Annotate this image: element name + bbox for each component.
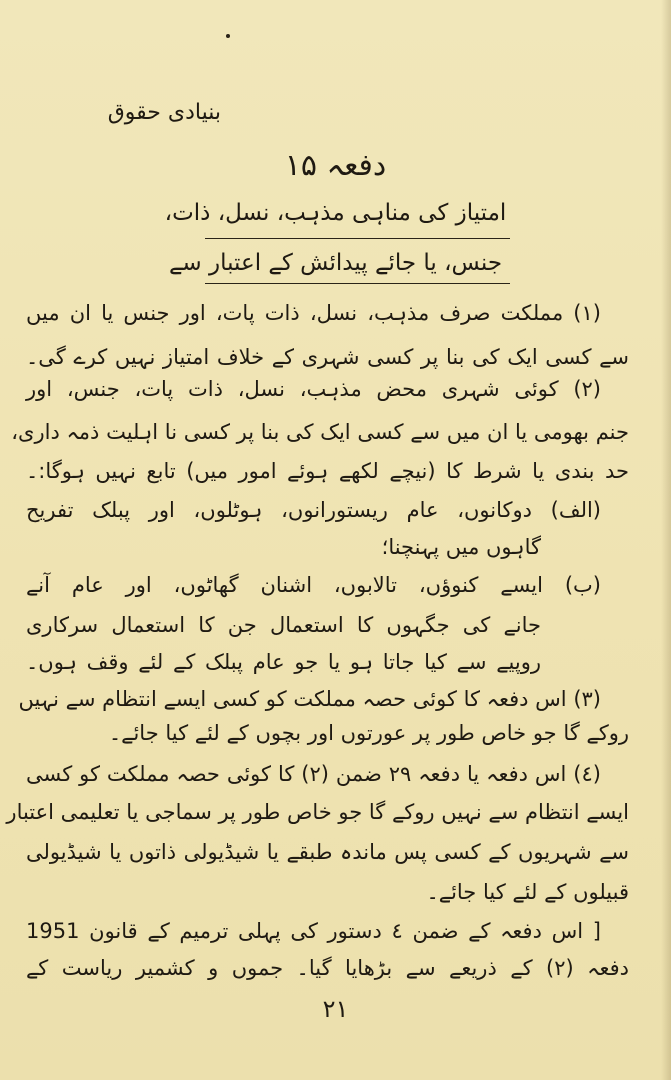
- footnote-line-2: دفعہ (۲) کے ذریعے سے بڑھایا گیا۔ جموں و کشمیر ریاست کے: [26, 956, 629, 980]
- clause-2-line-2: جنم بھومی یا ان میں سے کسی ایک کی بنا پر کسی نا اہلیت ذمہ داری،: [11, 420, 629, 444]
- item-alif-line-1: (الف) دوکانوں، عام ریستورانوں، ہوٹلوں، اور پبلک تفریح: [26, 498, 601, 522]
- clause-2-line-3: حد بندی یا شرط کا (نیچے لکھے ہوئے امور میں) تابع نہیں ہوگا:۔: [26, 459, 629, 483]
- clause-2-line-1: (۲) کوئی شہری محض مذہب، نسل، ذات پات، جنس، اور: [26, 377, 601, 401]
- print-speck: [226, 34, 230, 38]
- clause-3-line-2: روکے گا جو خاص طور پر عورتوں اور بچوں کے لئے کیا جائے۔: [108, 721, 629, 745]
- item-alif-line-2: گاہوں میں پہنچنا؛: [381, 535, 541, 559]
- heading-rule-bottom: [205, 283, 510, 284]
- section-heading-line-2: جنس، یا جائے پیدائش کے اعتبار سے: [168, 250, 503, 276]
- item-be-line-2: جانے کی جگہوں کا استعمال جن کا استعمال سرکاری: [26, 613, 541, 637]
- clause-4-line-2: ایسے انتظام سے نہیں روکے گا جو خاص طور پر سماجی یا تعلیمی اعتبار: [6, 800, 629, 824]
- clause-1-line-2: سے کسی ایک کی بنا پر کسی شہری کے خلاف امتیاز نہیں کرے گی۔: [26, 345, 629, 369]
- clause-4-line-3: سے شہریوں کے کسی پس ماندہ طبقے یا شیڈیولی ذاتوں یا شیڈیولی: [26, 840, 629, 864]
- clause-3-line-1: (۳) اس دفعہ کا کوئی حصہ مملکت کو کسی ایسے انتظام سے نہیں: [18, 687, 601, 711]
- clause-4-line-1: (٤) اس دفعہ یا دفعہ ۲۹ ضمن (۲) کا کوئی حصہ مملکت کو کسی: [26, 762, 601, 786]
- section-title: دفعہ ۱۵: [284, 148, 387, 183]
- clause-4-line-4: قبیلوں کے لئے کیا جائے۔: [426, 880, 629, 904]
- item-be-line-3: روپیے سے کیا جاتا ہو یا جو عام پبلک کے لئے وقف ہوں۔: [26, 650, 541, 674]
- footnote-line-1: [ اس دفعہ کے ضمن ٤ دستور کی پہلی ترمیم کے قانون 1951: [26, 919, 601, 943]
- item-be-line-1: (ب) ایسے کنوؤں، تالابوں، اشنان گھاٹوں، اور عام آنے: [26, 573, 601, 597]
- clause-1-line-1: (۱) مملکت صرف مذہب، نسل، ذات پات، اور جنس یا ان میں: [26, 301, 601, 325]
- running-header: بنیادی حقوق: [107, 100, 221, 125]
- heading-rule-top: [205, 238, 510, 239]
- section-heading-line-1: امتیاز کی مناہی مذہب، نسل، ذات،: [164, 200, 507, 226]
- page-number: ۲۱: [322, 995, 349, 1023]
